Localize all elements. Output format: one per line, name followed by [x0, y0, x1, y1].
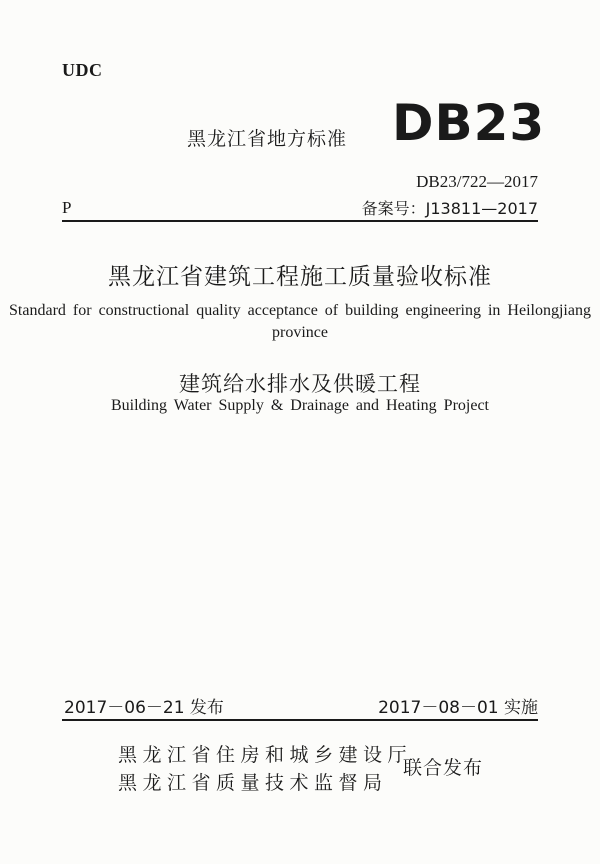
subtitle-chinese: 建筑给水排水及供暖工程 — [179, 372, 421, 396]
udc-label: UDC — [62, 60, 103, 80]
top-divider — [62, 220, 538, 222]
issuer-quality-bureau: 黑龙江省质量技术监督局 — [118, 772, 388, 794]
title-english: Standard for constructional quality acceptance of building engineering in Heilongjiang province — [9, 302, 591, 341]
record-number: 备案号：J13811—2017 — [361, 199, 538, 218]
issuer-housing-department: 黑龙江省住房和城乡建设厅 — [118, 744, 413, 766]
implementation-date: 2017－08－01 实施 — [378, 698, 538, 718]
issue-date: 2017－06－21 发布 — [64, 698, 224, 718]
title-chinese: 黑龙江省建筑工程施工质量验收标准 — [108, 264, 492, 290]
classification-mark: P — [62, 198, 72, 217]
local-standard-label: 黑龙江省地方标准 — [187, 128, 348, 150]
db-code: DB23 — [392, 94, 546, 152]
joint-issue-label: 联合发布 — [403, 757, 484, 779]
subtitle-english: Building Water Supply & Drainage and Heating Project — [110, 397, 489, 414]
bottom-divider — [62, 719, 538, 721]
standard-number: DB23/722—2017 — [416, 172, 538, 191]
